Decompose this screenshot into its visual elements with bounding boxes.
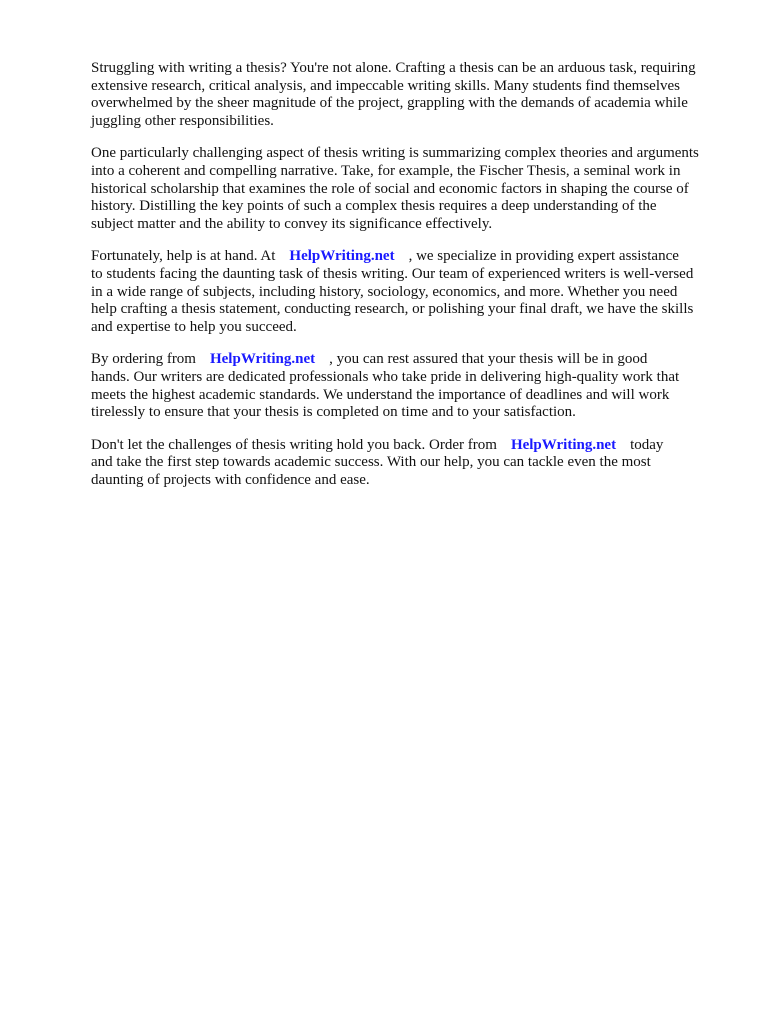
paragraph-call-to-action [91,437,731,490]
paragraph-fischer-thesis: One particularly challenging aspect of thesis writing is summarizing complex theories and arguments into a coherent and compelling narrative. Take, for example, the Fischer Thesis, a seminal work in historical scholarship that examines the role of social and economic factors in shaping the course of history. Distilling the key points of such a complex thesis requires a deep understanding of the subject matter and the ability to convey its significance effectively. [91,145,699,232]
paragraph-text: today and take the first step towards academic success. With our help, you can tackle even the most daunting of projects with confidence and ease. [91,436,664,488]
paragraph-help-at-hand [91,248,731,336]
paragraph-text: , we specialize in providing expert assistance to students facing the daunting task of thesis writing. Our team of experienced writers is well-versed in a wide range of subjects, including history, sociology, economics, and more. Whether you need help crafting a thesis statement, conducting research, or polishing your final draft, we have the skills and expertise to help you succeed. [91,248,694,335]
document-body [91,60,731,504]
paragraph-text: Don't let the challenges of thesis writing hold you back. Order from [91,436,497,453]
helpwriting-link[interactable]: HelpWriting.net [510,436,617,453]
helpwriting-link[interactable]: HelpWriting.net [209,351,316,368]
helpwriting-link[interactable]: HelpWriting.net [289,248,395,265]
paragraph-text: , you can rest assured that your thesis will be in good hands. Our writers are dedicated professionals who take pride in delivering high-quality work that meets the highest academic standards. We understand the importance of deadlines and will work tirelessly to ensure that your thesis is completed on time and to your satisfaction. [91,351,680,421]
paragraph-text: By ordering from [91,351,196,368]
paragraph-intro: Struggling with writing a thesis? You're not alone. Crafting a thesis can be an arduous task, requiring extensive research, critical analysis, and impeccable writing skills. Many students find themselves overwhelmed by the sheer magnitude of the project, grappling with the demands of academia while juggling other responsibilities. [91,60,696,129]
paragraph-text: Fortunately, help is at hand. At [91,248,276,265]
paragraph-ordering [91,351,731,421]
